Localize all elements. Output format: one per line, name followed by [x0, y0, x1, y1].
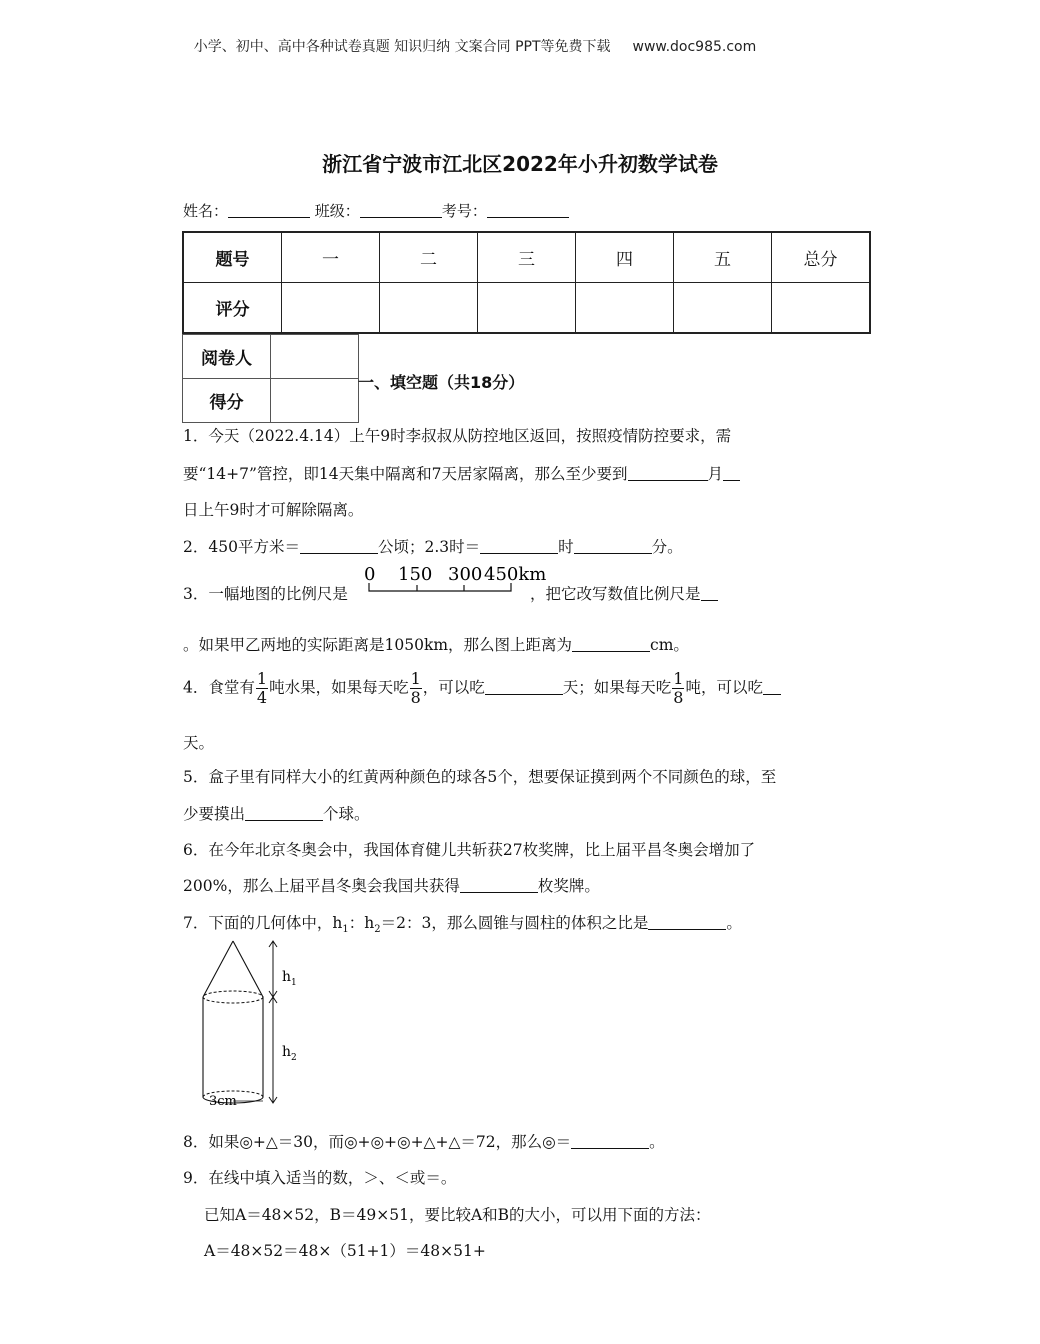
q4-text-b: 吨水果，如果每天吃: [269, 678, 409, 697]
q5-text-a: 少要摸出: [183, 805, 246, 823]
q5-blank[interactable]: [245, 806, 323, 821]
q2-text-d: 分。: [651, 538, 683, 556]
exam-no-blank[interactable]: [487, 203, 569, 218]
page-header: [0, 36, 950, 56]
cone-cylinder-figure: [195, 938, 305, 1113]
fraction-denominator: 8: [410, 688, 421, 707]
q4-line1: [183, 670, 781, 707]
score-cell[interactable]: [282, 283, 380, 334]
score-cell[interactable]: [380, 283, 478, 334]
reviewer-label: 阅卷人: [183, 335, 271, 379]
q9-line3: A＝48×52＝48×（51+1）＝48×51+: [204, 1242, 486, 1260]
score-value-row: [183, 283, 870, 334]
q5-text-b: 个球。: [323, 805, 370, 823]
q7-text-a: 7．下面的几何体中，h: [183, 914, 343, 932]
q1-text: 要“14+7”管控，即14天集中隔离和7天居家隔离，那么至少要到: [183, 465, 628, 483]
q1-month: 月: [707, 465, 724, 483]
q6-blank[interactable]: [460, 878, 538, 893]
q8-text-a: 8．如果◎+△＝30，而◎+◎+◎+△+△＝72，那么◎＝: [183, 1133, 572, 1151]
diameter-label: 3cm: [209, 1094, 237, 1109]
score-header-row: [183, 232, 870, 283]
q3-line2: [183, 633, 689, 655]
score-row-label: 评分: [183, 283, 282, 334]
q1-blank-day[interactable]: [723, 466, 740, 481]
class-label: 班级：: [314, 202, 360, 220]
score-header-cell: 四: [576, 232, 674, 283]
student-fields: [183, 200, 569, 221]
points-cell[interactable]: [271, 379, 359, 423]
cylinder-sides: [203, 997, 263, 1097]
score-cell[interactable]: [674, 283, 772, 334]
scale-label: 450km: [484, 564, 547, 585]
svg-text:h1: [282, 969, 297, 988]
q5-line2: [183, 802, 370, 824]
q2-text-b: 公顷；2.3时＝: [377, 538, 481, 556]
exam-no-label: 考号：: [441, 202, 487, 220]
h2-sub: 2: [291, 1053, 297, 1063]
q3-text-c: 。如果甲乙两地的实际距离是1050km，那么图上距离为: [183, 636, 573, 654]
q5-line1: 5．盒子里有同样大小的红黄两种颜色的球各5个，想要保证摸到两个不同颜色的球，至: [183, 768, 777, 786]
score-table: [182, 231, 871, 334]
q7-line: [183, 911, 742, 935]
scale-bar: [364, 561, 547, 599]
q2-text-c: 时: [558, 538, 574, 556]
score-header-cell: 二: [380, 232, 478, 283]
q4-blank-1[interactable]: [485, 680, 563, 695]
q2-line: [183, 535, 683, 557]
fraction: [410, 670, 422, 707]
q8-blank[interactable]: [571, 1134, 649, 1149]
q4-text-a: 4．食堂有: [183, 678, 255, 697]
q4-line2: 天。: [183, 734, 215, 752]
reviewer-table: [182, 334, 359, 423]
fraction-numerator: 1: [256, 669, 268, 688]
q7-sub: 1: [342, 924, 349, 936]
q6-line1: 6．在今年北京冬奥会中，我国体育健儿共斩获27枚奖牌，比上届平昌冬奥会增加了: [183, 841, 756, 859]
q6-text-a: 200%，那么上届平昌冬奥会我国共获得: [183, 877, 460, 895]
h1-sub: 1: [291, 978, 297, 988]
class-blank[interactable]: [360, 203, 442, 218]
q2-text-a: 2．450平方米＝: [183, 538, 300, 556]
q7-blank[interactable]: [648, 915, 726, 930]
q3-text-a: 3．一幅地图的比例尺是: [183, 585, 348, 603]
q2-blank-2[interactable]: [480, 539, 558, 554]
header-url[interactable]: www.doc985.com: [632, 39, 757, 55]
q1-line2: [183, 462, 740, 484]
q1-blank-month[interactable]: [628, 466, 708, 481]
points-label: 得分: [183, 379, 271, 423]
q7-text-c: ＝2：3，那么圆锥与圆柱的体积之比是: [380, 914, 649, 932]
svg-text:h2: [282, 1044, 297, 1063]
score-header-cell: 一: [282, 232, 380, 283]
header-text: 小学、初中、高中各种试卷真题 知识归纳 文案合同 PPT等免费下载: [193, 39, 611, 55]
fraction-numerator: 1: [410, 669, 421, 688]
score-cell[interactable]: [576, 283, 674, 334]
fraction-denominator: 4: [256, 688, 268, 707]
fraction-denominator: 8: [673, 688, 684, 707]
q4-blank-2[interactable]: [763, 680, 781, 695]
scale-label: 0: [364, 564, 376, 585]
q1-line1: 1．今天（2022.4.14）上午9时李叔叔从防控地区返回，按照疫情防控要求，需: [183, 427, 732, 445]
h2-label: h: [282, 1044, 292, 1060]
score-cell[interactable]: [772, 283, 871, 334]
q7-sub: 2: [374, 924, 381, 936]
q8-text-b: 。: [649, 1133, 665, 1151]
score-header-cell: 三: [478, 232, 576, 283]
q4-text-d: 天；如果每天吃: [562, 678, 672, 697]
score-cell[interactable]: [478, 283, 576, 334]
q3-text-b: ，把它改写数值比例尺是: [530, 585, 701, 603]
q6-line2: [183, 874, 600, 896]
q7-text-d: 。: [726, 914, 742, 932]
score-header-cell: 五: [674, 232, 772, 283]
q3-text-d: cm。: [650, 636, 689, 654]
q6-text-b: 枚奖牌。: [537, 877, 600, 895]
section-heading: 一、填空题（共18分）: [358, 373, 525, 392]
q7-text-b: ：h: [348, 914, 375, 932]
q8-line: [183, 1130, 665, 1152]
fraction-numerator: 1: [673, 669, 684, 688]
q3-line1-tail: [530, 582, 718, 604]
q1-line3: 日上午9时才可解除隔离。: [183, 501, 364, 519]
q9-line1: 9．在线中填入适当的数，＞、＜或＝。: [183, 1169, 457, 1187]
fraction: [672, 670, 684, 707]
reviewer-cell[interactable]: [271, 335, 359, 379]
scale-label: 150: [398, 564, 433, 585]
fraction: [256, 670, 268, 707]
cone-outline: [203, 941, 263, 997]
h1-label: h: [282, 969, 292, 985]
q2-blank-3[interactable]: [574, 539, 652, 554]
score-header-cell: 总分: [772, 232, 871, 283]
name-label: 姓名：: [183, 202, 229, 220]
name-blank[interactable]: [228, 203, 310, 218]
cone-base: [203, 991, 263, 1003]
page-title: 浙江省宁波市江北区2022年小升初数学试卷: [322, 152, 718, 176]
q4-text-e: 吨，可以吃: [685, 678, 763, 697]
score-header-cell: 题号: [183, 232, 282, 283]
q4-text-c: ，可以吃: [422, 678, 485, 697]
q3-blank-distance[interactable]: [572, 637, 650, 652]
scale-label: 300: [448, 564, 483, 585]
q9-line2: 已知A＝48×52，B＝49×51，要比较A和B的大小，可以用下面的方法：: [204, 1206, 711, 1224]
q3-blank-ratio[interactable]: [701, 586, 718, 601]
q2-blank-1[interactable]: [300, 539, 378, 554]
